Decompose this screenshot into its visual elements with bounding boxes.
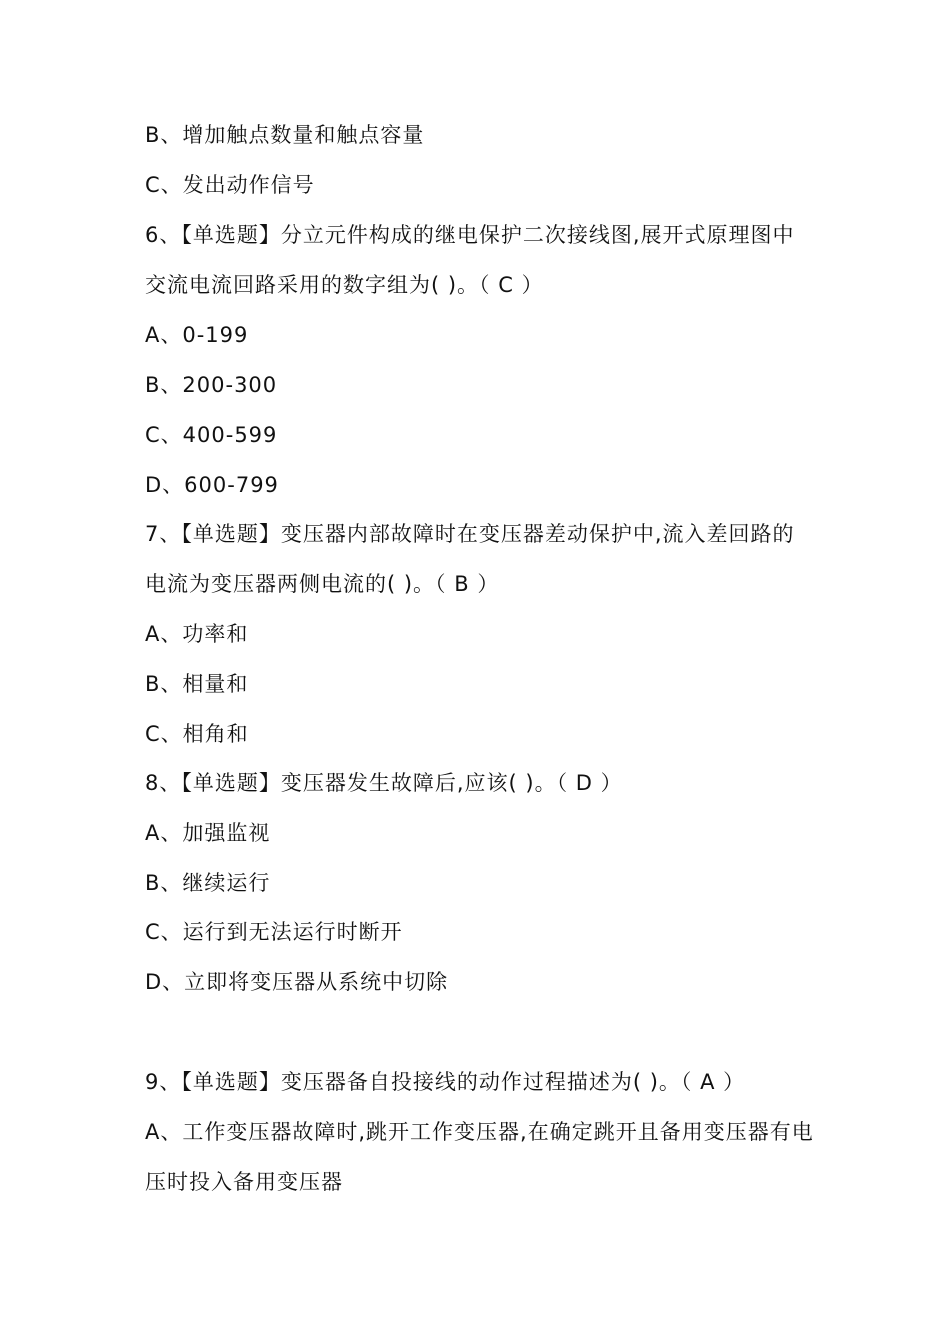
option-7a: A、功率和 <box>145 622 249 646</box>
question-8: 8、【单选题】变压器发生故障后,应该( )。（ D ） <box>145 771 623 795</box>
option-8c: C、运行到无法运行时断开 <box>145 920 403 944</box>
option-6a: A、0-199 <box>145 323 249 347</box>
option-8d: D、立即将变压器从系统中切除 <box>145 970 449 994</box>
option-7b: B、相量和 <box>145 672 249 696</box>
question-9: 9、【单选题】变压器备自投接线的动作过程描述为( )。（ A ） <box>145 1070 746 1094</box>
option-8a: A、加强监视 <box>145 821 271 845</box>
option-6b: B、200-300 <box>145 373 278 397</box>
option-7c: C、相角和 <box>145 722 249 746</box>
option-9a-line-1: A、工作变压器故障时,跳开工作变压器,在确定跳开且备用变压器有电 <box>145 1120 814 1144</box>
question-6-line-1: 6、【单选题】分立元件构成的继电保护二次接线图,展开式原理图中 <box>145 223 795 247</box>
option-5b: B、增加触点数量和触点容量 <box>145 123 425 147</box>
option-8b: B、继续运行 <box>145 871 271 895</box>
option-6d: D、600-799 <box>145 473 279 497</box>
question-6-line-2: 交流电流回路采用的数字组为( )。（ C ） <box>145 273 544 297</box>
question-7-line-1: 7、【单选题】变压器内部故障时在变压器差动保护中,流入差回路的 <box>145 522 795 546</box>
option-6c: C、400-599 <box>145 423 278 447</box>
option-5c: C、发出动作信号 <box>145 173 315 197</box>
option-9a-line-2: 压时投入备用变压器 <box>145 1170 343 1194</box>
question-7-line-2: 电流为变压器两侧电流的( )。（ B ） <box>145 572 500 596</box>
